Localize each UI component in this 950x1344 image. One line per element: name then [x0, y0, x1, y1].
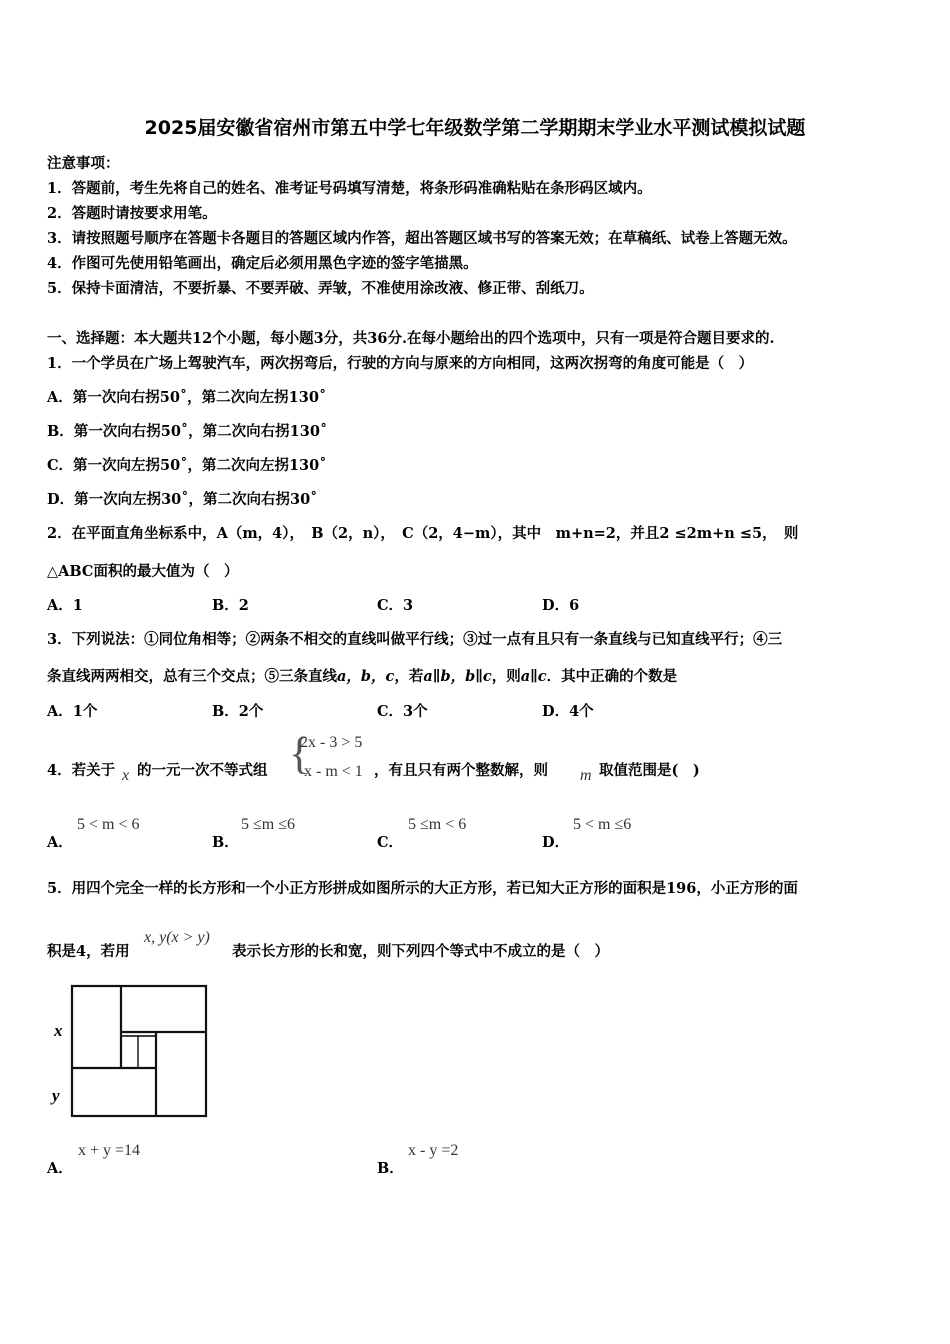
- label-y: y: [52, 1086, 60, 1105]
- question-1-stem: 1．一个学员在广场上驾驶汽车，两次拐弯后，行驶的方向与原来的方向相同，这两次拐弯的角度可能是（ ）: [47, 355, 754, 372]
- question-5-option-b-label: B．: [377, 1160, 404, 1177]
- section-heading: 一、选择题：本大题共12个小题，每小题3分，共36分.在每小题给出的四个选项中，只有一项是符合题目要求的.: [47, 330, 775, 347]
- question-3-option-c: C．3个: [377, 703, 428, 720]
- label-x: x: [54, 1021, 63, 1040]
- question-4-option-b-expr: 5 ≤m ≤6: [241, 816, 296, 833]
- question-2-option-b: B．2: [212, 597, 249, 614]
- question-4-option-b-label: B．: [212, 834, 239, 851]
- question-4-option-a-label: A．: [47, 834, 73, 851]
- question-2-option-d: D．6: [542, 597, 580, 614]
- question-2-option-c: C．3: [377, 597, 414, 614]
- notice-heading: 注意事项：: [47, 155, 120, 172]
- question-2-line2: △ABC面积的最大值为（ ）: [47, 563, 239, 580]
- question-4-var-m: m: [580, 767, 592, 784]
- question-4-option-a-expr: 5 < m < 6: [77, 816, 140, 833]
- big-square: [72, 986, 206, 1116]
- question-4-suffix: ，有且只有两个整数解，则: [374, 762, 548, 779]
- question-5-expr: x, y(x > y): [144, 929, 210, 946]
- question-5-line2-a: 积是4，若用: [47, 943, 130, 960]
- question-2-line1: 2．在平面直角坐标系中，A（m，4）， B（2，n）， C（2，4−m），其中 m+n=2，并且2 ≤2m+n ≤5， 则: [47, 525, 799, 542]
- question-4-option-c-expr: 5 ≤m < 6: [408, 816, 467, 833]
- question-3-line1: 3．下列说法：①同位角相等；②两条不相交的直线叫做平行线；③过一点有且只有一条直线与已知直线平行；④三: [47, 631, 783, 648]
- question-5-option-b-expr: x - y =2: [408, 1142, 459, 1159]
- question-4-inequality-2: x - m < 1: [304, 763, 363, 780]
- notice-item: 1．答题前，考生先将自己的姓名、准考证号码填写清楚，将条形码准确粘贴在条形码区域内。: [47, 180, 652, 197]
- question-4-option-d-label: D．: [542, 834, 570, 851]
- question-3-line2: 条直线两两相交，总有三个交点；⑤三条直线a，b，c，若a∥b，b∥c，则a∥c．其中正确的个数是: [47, 668, 678, 685]
- question-4-option-d-expr: 5 < m ≤6: [573, 816, 632, 833]
- question-1-option-d: D．第一次向左拐30˚，第二次向右拐30˚: [47, 491, 318, 508]
- square-puzzle-figure: [48, 982, 213, 1122]
- question-1-option-b: B．第一次向右拐50˚，第二次向右拐130˚: [47, 423, 328, 440]
- notice-item: 2．答题时请按要求用笔。: [47, 205, 217, 222]
- question-5-line1: 5．用四个完全一样的长方形和一个小正方形拼成如图所示的大正方形，若已知大正方形的面积是196，小正方形的面: [47, 880, 798, 897]
- question-4-var-x: x: [122, 767, 130, 784]
- question-4-mid: 的一元一次不等式组: [137, 762, 268, 779]
- notice-item: 3．请按照题号顺序在答题卡各题目的答题区域内作答，超出答题区域书写的答案无效；在草稿纸、试卷上答题无效。: [47, 230, 797, 247]
- question-1-option-c: C．第一次向左拐50˚，第二次向左拐130˚: [47, 457, 327, 474]
- question-5-line2-b: 表示长方形的长和宽，则下列四个等式中不成立的是（ ）: [232, 943, 609, 960]
- question-4-inequality-1: 2x - 3 > 5: [300, 734, 363, 751]
- page-title: 2025届安徽省宿州市第五中学七年级数学第二学期期末学业水平测试模拟试题: [144, 117, 806, 139]
- notice-item: 5．保持卡面清洁，不要折暴、不要弄破、弄皱，不准使用涂改液、修正带、刮纸刀。: [47, 280, 594, 297]
- brace-icon: {: [289, 729, 311, 778]
- notice-item: 4．作图可先使用铅笔画出，确定后必须用黑色字迹的签字笔描黑。: [47, 255, 478, 272]
- question-3-option-a: A．1个: [47, 703, 98, 720]
- question-5-option-a-label: A．: [47, 1160, 73, 1177]
- question-1-option-a: A．第一次向右拐50˚，第二次向左拐130˚: [47, 389, 327, 406]
- question-2-option-a: A．1: [47, 597, 83, 614]
- question-3-option-d: D．4个: [542, 703, 594, 720]
- question-5-option-a-expr: x + y =14: [78, 1142, 141, 1159]
- question-4-prefix: 4．若关于: [47, 762, 116, 779]
- question-3-option-b: B．2个: [212, 703, 264, 720]
- question-4-tail: 取值范围是( ): [599, 762, 700, 779]
- question-4-option-c-label: C．: [377, 834, 404, 851]
